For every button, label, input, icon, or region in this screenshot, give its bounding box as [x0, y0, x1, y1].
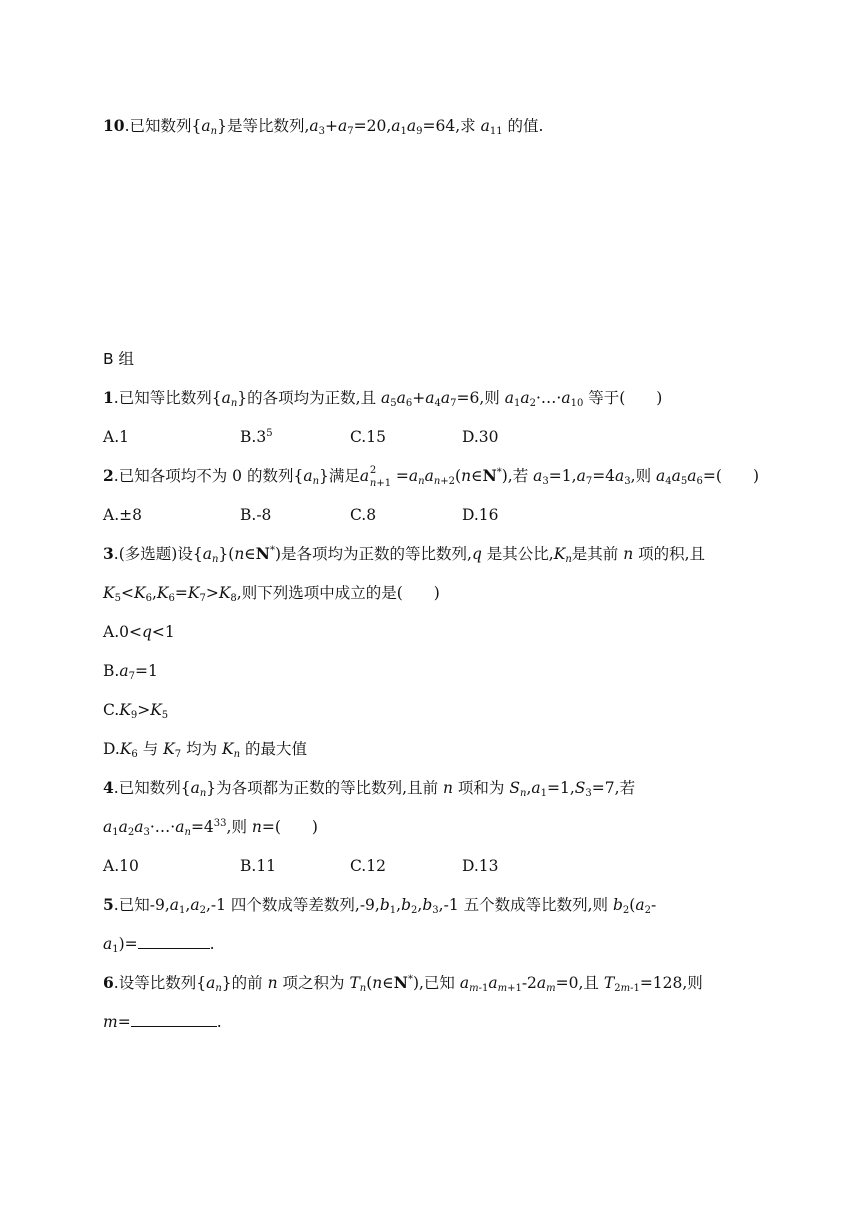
question-10: 10.已知数列$\{a_n\}$是等比数列$,a_3+a_7=20,a_1a_9=64$,求 $a_{11}$ 的值.: [103, 116, 544, 137]
option-d[interactable]: D.13: [462, 857, 499, 875]
option-d[interactable]: D.30: [462, 428, 499, 446]
question-5: 5.已知$-9,a_1,a_2,-1$ 四个数成等差数列$,-9,b_1,b_2,b_3,-1$ 五个数成等比数列,则 $b_2(a_2-$: [103, 895, 657, 916]
option-b[interactable]: $B.a_7=1$: [103, 662, 158, 682]
option-a[interactable]: A.±8: [103, 506, 142, 524]
question-number: 4: [103, 778, 114, 797]
answer-blank[interactable]: [138, 934, 210, 949]
question-5-line2: $a_1)=$ .: [103, 935, 215, 955]
option-d[interactable]: D.16: [462, 506, 499, 524]
question-3: 3.(多选题)设$\{a_n\}(n\in N^*)$是各项均为正数的等比数列,q 是其公比$,K_n$是其前 n 项的积,且: [103, 544, 706, 565]
option-c[interactable]: $C.K_9>K_5$: [103, 701, 169, 721]
question-number: 1: [103, 388, 114, 407]
question-number: 2: [103, 466, 114, 485]
option-a[interactable]: A.1: [103, 428, 129, 446]
option-b[interactable]: B.11: [240, 857, 277, 875]
question-2: 2.已知各项均不为 0 的数列$\{a_n\}$满足 a 2 n+1 $=a_na_{n+2}(n\in N^*)$,若 $a_3=1,a_7=4a_3$,则 $a_4a_5a_6=$( ): [103, 465, 759, 489]
question-3-line2: $K_5<K_6,K_6=K_7>K_8$,则下列选项中成立的是( ): [103, 584, 440, 604]
option-d[interactable]: $D.K_6$ 与 $K_7$ 均为 $K_n$ 的最大值: [103, 740, 307, 760]
option-b[interactable]: $B.3^5$: [240, 428, 273, 446]
answer-blank[interactable]: [131, 1012, 217, 1027]
option-a[interactable]: A.0<q<1: [103, 623, 175, 641]
option-a[interactable]: A.10: [103, 857, 139, 875]
question-6: 6.设等比数列$\{a_n\}$的前 n 项之积为 $T_n(n\in N^*)$,已知 $a_{m-1}a_{m+1}-2a_m=0$,且 $T_{2m-1}=128$,则: [103, 973, 703, 994]
question-number: 6: [103, 973, 114, 992]
option-c[interactable]: C.12: [350, 857, 386, 875]
question-number: 10: [103, 116, 125, 135]
option-b[interactable]: B.-8: [240, 506, 272, 524]
option-c[interactable]: C.8: [350, 506, 377, 524]
question-number: 5: [103, 895, 114, 914]
question-6-line2: m= .: [103, 1013, 222, 1031]
question-4-line2: $a_1a_2a_3\cdot\dots\cdot a_n=4^{33}$,则 n=( ): [103, 818, 318, 838]
question-1: 1.已知等比数列$\{a_n\}$的各项均为正数,且 $a_5a_6+a_4a_7=6$,则 $a_1a_2\cdot\dots\cdot a_{10}$ 等于( ): [103, 388, 663, 409]
section-title: B 组: [103, 350, 135, 368]
option-c[interactable]: C.15: [350, 428, 386, 446]
question-4: 4.已知数列$\{a_n\}$为各项都为正数的等比数列,且前 n 项和为 $S_n,a_1=1,S_3=7$,若: [103, 778, 636, 799]
question-number: 3: [103, 544, 114, 563]
